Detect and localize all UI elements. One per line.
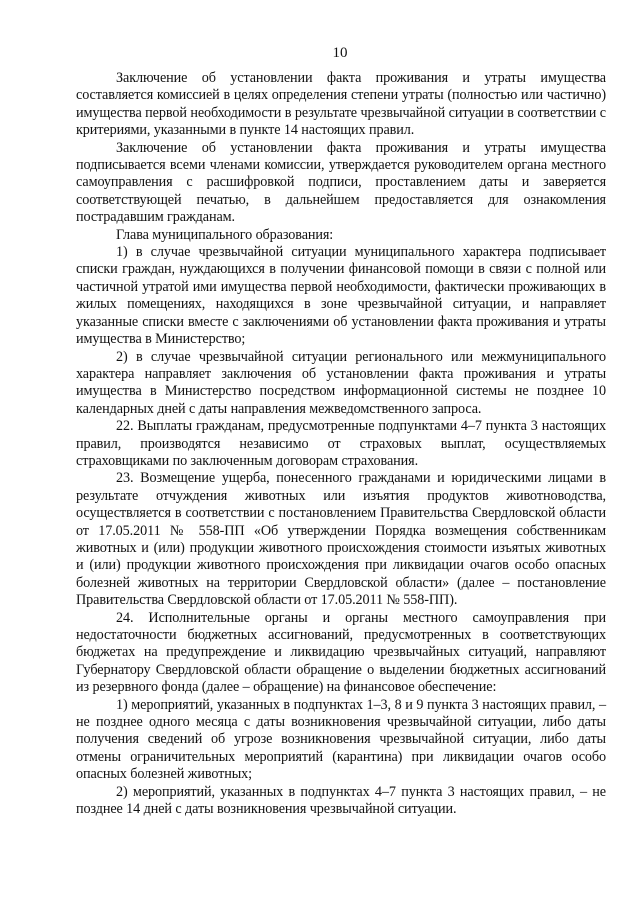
paragraph-item-24: 24. Исполнительные органы и органы местного самоуправления при недостаточности бюджетных ассигнований, предусмотренных в соответствующих бюджетах на предупреждение и ликвидацию чрезвычайных ситуаций, направляют Губернатору Свердловской области обращение о выделении бюджетных ассигнований из резервного фонда (далее – обращение) на финансовое обеспечение:: [76, 609, 606, 696]
paragraph-item-24-subitem-2: 2) мероприятий, указанных в подпунктах 4–7 пункта 3 настоящих правил, – не позднее 14 дней с даты возникновения чрезвычайной ситуации.: [76, 783, 606, 818]
paragraph-conclusion-drawing-up: Заключение об установлении факта проживания и утраты имущества составляется комиссией в целях определения степени утраты (полностью или частично) имущества первой необходимости в результате чрезвычайной ситуации в соответствии с критериями, указанными в пункте 14 настоящих правил.: [76, 70, 606, 139]
page-number: 10: [332, 45, 348, 61]
paragraph-municipal-subitem-1: 1) в случае чрезвычайной ситуации муниципального характера подписывает списки граждан, нуждающихся в получении финансовой помощи в связи с полной или частичной утратой ими имущества первой необходимости, фактически проживающих в жилых помещениях, находящихся в зоне чрезвычайной ситуации, и направляет указанные списки вместе с заключениями об установлении факта проживания и утраты имущества в Министерство;: [76, 244, 606, 348]
paragraph-item-22: 22. Выплаты гражданам, предусмотренные подпунктами 4–7 пункта 3 настоящих правил, производятся независимо от страховых выплат, осуществляемых страховщиками по заключенным договорам страхования.: [76, 418, 606, 469]
paragraph-item-24-subitem-1: 1) мероприятий, указанных в подпунктах 1–3, 8 и 9 пункта 3 настоящих правил, – не позднее одного месяца с даты возникновения чрезвычайной ситуации, либо даты получения сведений об угрозе возникновения чрезвычайной ситуации, либо даты отмены ограничительных мероприятий (карантина) при ликвидации очагов особо опасных болезней животных;: [76, 696, 606, 783]
paragraph-municipal-subitem-2: 2) в случае чрезвычайной ситуации регионального или межмуниципального характера направляет заключения об установлении факта проживания и утраты имущества в Министерство посредством информационной системы не позднее 10 календарных дней с даты направления межведомственного запроса.: [76, 348, 606, 417]
paragraph-conclusion-signing: Заключение об установлении факта проживания и утраты имущества подписывается всеми членами комиссии, утверждается руководителем органа местного самоуправления с расшифровкой подписи, проставлением даты и заверяется соответствующей печатью, в дальнейшем предоставляется для ознакомления пострадавшим гражданам.: [76, 139, 606, 226]
paragraph-item-23: 23. Возмещение ущерба, понесенного гражданами и юридическими лицами в результате отчуждения животных или изъятия продуктов животноводства, осуществляется в соответствии с постановлением Правительства Свердловской области от 17.05.2011 № 558-ПП «Об утверждении Порядка возмещения собственникам животных и (или) продукции животного происхождения стоимости изъятых животных и (или) продукции животного происхождения при ликвидации очагов особо опасных болезней животных на территории Свердловской области» (далее – постановление Правительства Свердловской области от 17.05.2011 № 558-ПП).: [76, 470, 606, 609]
paragraph-municipal-head: Глава муниципального образования:: [116, 226, 334, 243]
document-body: [76, 70, 606, 818]
